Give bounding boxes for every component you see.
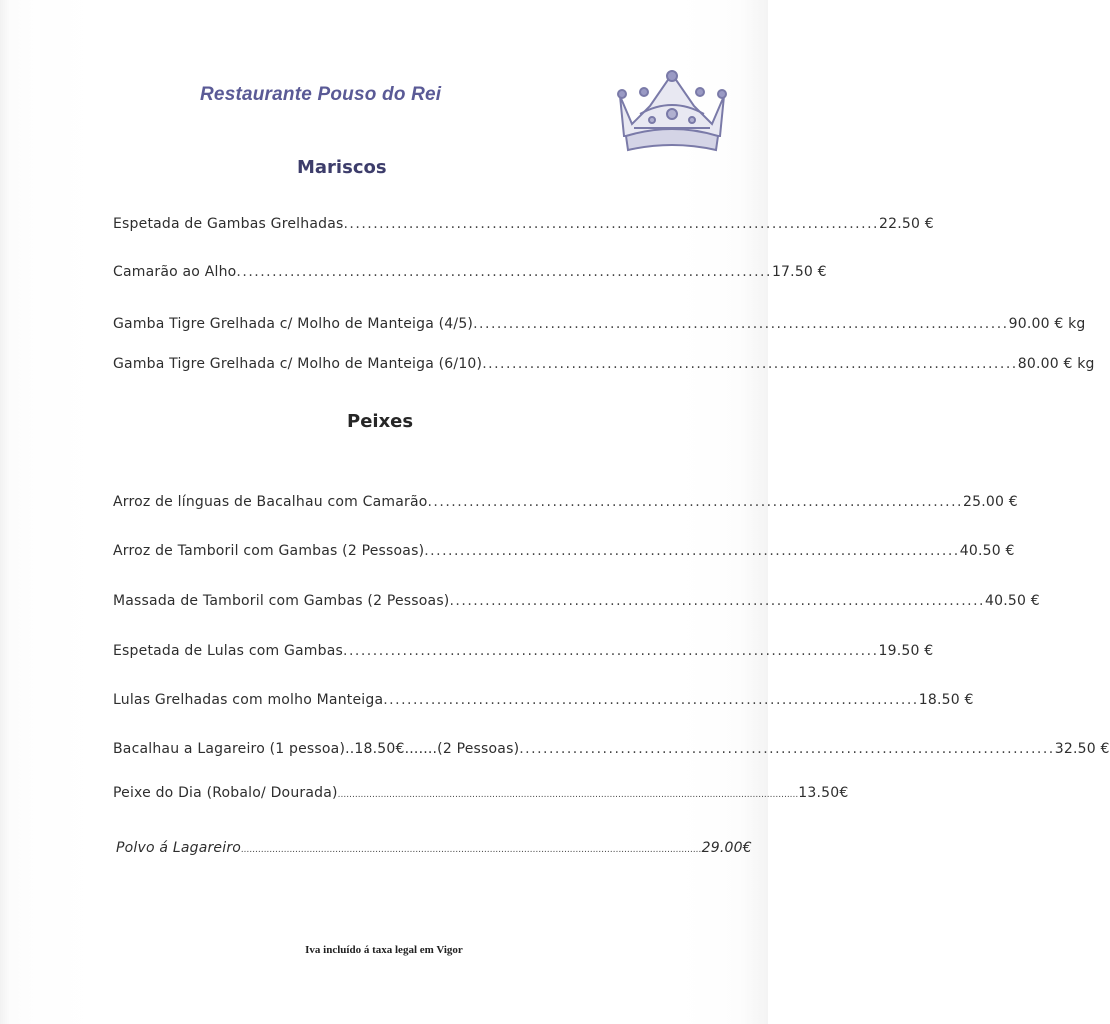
dot-leader: .......................................................................................... [449,593,986,609]
menu-item-name: Gamba Tigre Grelhada c/ Molho de Manteiga (6/10) [113,356,483,372]
section-title-peixes: Peixes [347,411,414,432]
dot-leader: .......................................................................................... [343,216,879,232]
tax-footnote: Iva incluído á taxa legal em Vigor [305,944,463,956]
restaurant-name: Restaurante Pouso do Rei [200,84,442,105]
menu-item-name: Peixe do Dia (Robalo/ Dourada) [113,785,338,801]
menu-item-name: Espetada de Gambas Grelhadas [113,216,344,232]
dot-leader: .......................................................................................... [424,543,960,559]
menu-item-name: Polvo á Lagareiro [116,840,242,856]
menu-item [113,316,1086,332]
menu-item [113,494,1018,510]
dot-leader: .......................................................................................... [343,643,879,659]
menu-item-price: 32.50 € [1054,741,1110,757]
dot-leader: .......................................................................................... [473,316,1009,332]
menu-item-name: Gamba Tigre Grelhada c/ Molho de Manteiga (4/5) [113,316,474,332]
menu-item-price: 17.50 € [771,264,827,280]
menu-item-price: 40.50 € [959,543,1015,559]
menu-item [113,593,1040,609]
menu-item [113,356,1095,372]
crown-icon [610,66,734,156]
menu-item-price: 19.50 € [878,643,934,659]
menu-item [113,741,1110,757]
dot-leader: ................................................................................................................................................................. [241,845,702,855]
menu-item [113,643,934,659]
menu-item-price: 80.00 € kg [1017,356,1095,372]
menu-item [113,216,934,232]
section-title-mariscos: Mariscos [297,157,387,178]
menu-item [113,785,849,801]
menu-item-name: Espetada de Lulas com Gambas [113,643,343,659]
dot-leader: .......................................................................................... [519,741,1055,757]
menu-item-price: 22.50 € [879,216,934,232]
menu-item [116,840,752,856]
dot-leader: .......................................................................................... [427,494,964,510]
menu-item-name: Camarão ao Alho [113,264,237,280]
menu-item-name: Massada de Tamboril com Gambas (2 Pessoas) [113,593,450,609]
menu-item-price: 25.00 € [963,494,1018,510]
menu-item-price: 29.00€ [701,840,752,856]
menu-item-name: Arroz de Tamboril com Gambas (2 Pessoas) [113,543,425,559]
menu-item-price: 18.50 € [918,692,974,708]
menu-item-name: Lulas Grelhadas com molho Manteiga [113,692,384,708]
dot-leader: .......................................................................................... [482,356,1018,372]
menu-item-price: 13.50€ [798,785,849,801]
menu-item [113,543,1015,559]
dot-leader: ................................................................................................................................................................. [337,790,799,800]
menu-item-price: 40.50 € [985,593,1040,609]
menu-item-price: 90.00 € kg [1008,316,1086,332]
dot-leader: .......................................................................................... [236,264,772,280]
menu-item-name: Arroz de línguas de Bacalhau com Camarão [113,494,428,510]
menu-item [113,264,827,280]
menu-item [113,692,974,708]
dot-leader: .......................................................................................... [383,692,919,708]
menu-item-name: Bacalhau a Lagareiro (1 pessoa)..18.50€.......(2 Pessoas) [113,741,520,757]
